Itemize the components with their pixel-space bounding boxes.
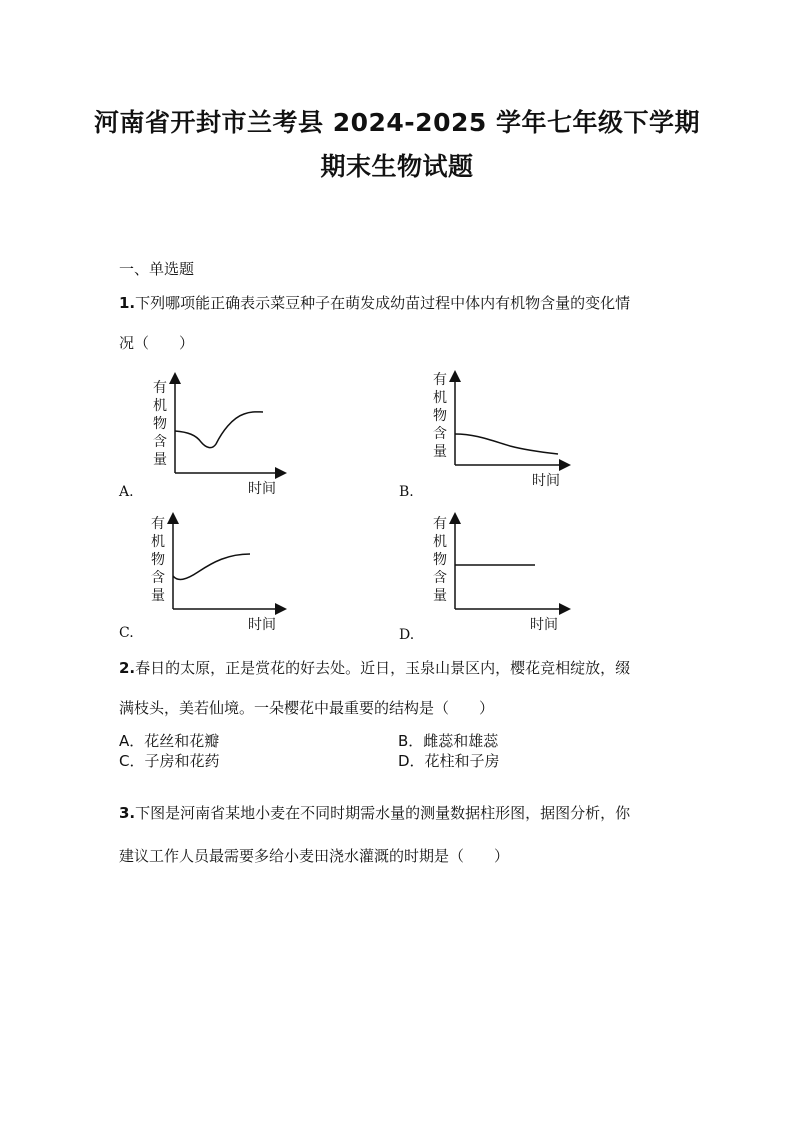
curve-b (455, 434, 558, 454)
graph-d-xlabel: 时间 (530, 617, 558, 633)
question-1-number: 1. (119, 294, 136, 312)
option-a-label: A. (119, 484, 134, 500)
graph-a-ylabel: 有 机 物 含 量 (153, 380, 167, 468)
question-3-line-2: 建议工作人员最需要多给小麦田浇水灌溉的时期是（ ） (119, 847, 510, 865)
question-3-text: 下图是河南省某地小麦在不同时期需水量的测量数据柱形图，据图分析，你 (135, 804, 631, 822)
graph-c-ylabel: 有 机 物 含 量 (151, 516, 165, 604)
graph-c (148, 512, 328, 652)
graph-a (148, 372, 328, 512)
question-1-line-2: 况（ ） (119, 334, 195, 352)
question-3-number: 3. (119, 804, 136, 822)
graph-c-plot (148, 512, 328, 652)
question-2-option-b[interactable]: B．雌蕊和雄蕊 (398, 732, 499, 750)
question-2-line-1 (119, 657, 630, 678)
page-title-line-2: 期末生物试题 (320, 152, 474, 181)
graph-d-plot (430, 512, 610, 652)
graph-d-ylabel: 有 机 物 含 量 (433, 516, 447, 604)
option-c-label: C. (119, 625, 134, 641)
question-3-line-1 (119, 802, 630, 823)
graph-a-xlabel: 时间 (248, 481, 276, 497)
graph-a-plot (148, 372, 328, 512)
option-b-label: B. (399, 484, 414, 500)
question-2-number: 2. (119, 659, 136, 677)
section-heading: 一、单选题 (119, 260, 195, 278)
question-2-text: 春日的太原，正是赏花的好去处。近日，玉泉山景区内，樱花竞相绽放，缀 (135, 659, 631, 677)
question-2-option-c[interactable]: C．子房和花药 (119, 752, 220, 770)
graph-b-ylabel: 有 机 物 含 量 (433, 372, 447, 460)
question-2-line-2: 满枝头，美若仙境。一朵樱花中最重要的结构是（ ） (119, 699, 495, 717)
page-title-line-1: 河南省开封市兰考县 2024-2025 学年七年级下学期 (94, 108, 700, 137)
graph-b (430, 370, 610, 510)
option-d-label: D. (399, 627, 415, 643)
question-2-option-d[interactable]: D．花柱和子房 (398, 752, 500, 770)
question-1-text: 下列哪项能正确表示菜豆种子在萌发成幼苗过程中体内有机物含量的变化情 (135, 294, 631, 312)
graph-b-xlabel: 时间 (532, 473, 560, 489)
graph-c-xlabel: 时间 (248, 617, 276, 633)
graph-d (430, 512, 610, 652)
curve-a (175, 412, 263, 448)
curve-c (173, 554, 250, 579)
graph-b-plot (430, 370, 610, 510)
question-1-line-1 (119, 292, 630, 313)
question-2-option-a[interactable]: A．花丝和花瓣 (119, 732, 220, 750)
